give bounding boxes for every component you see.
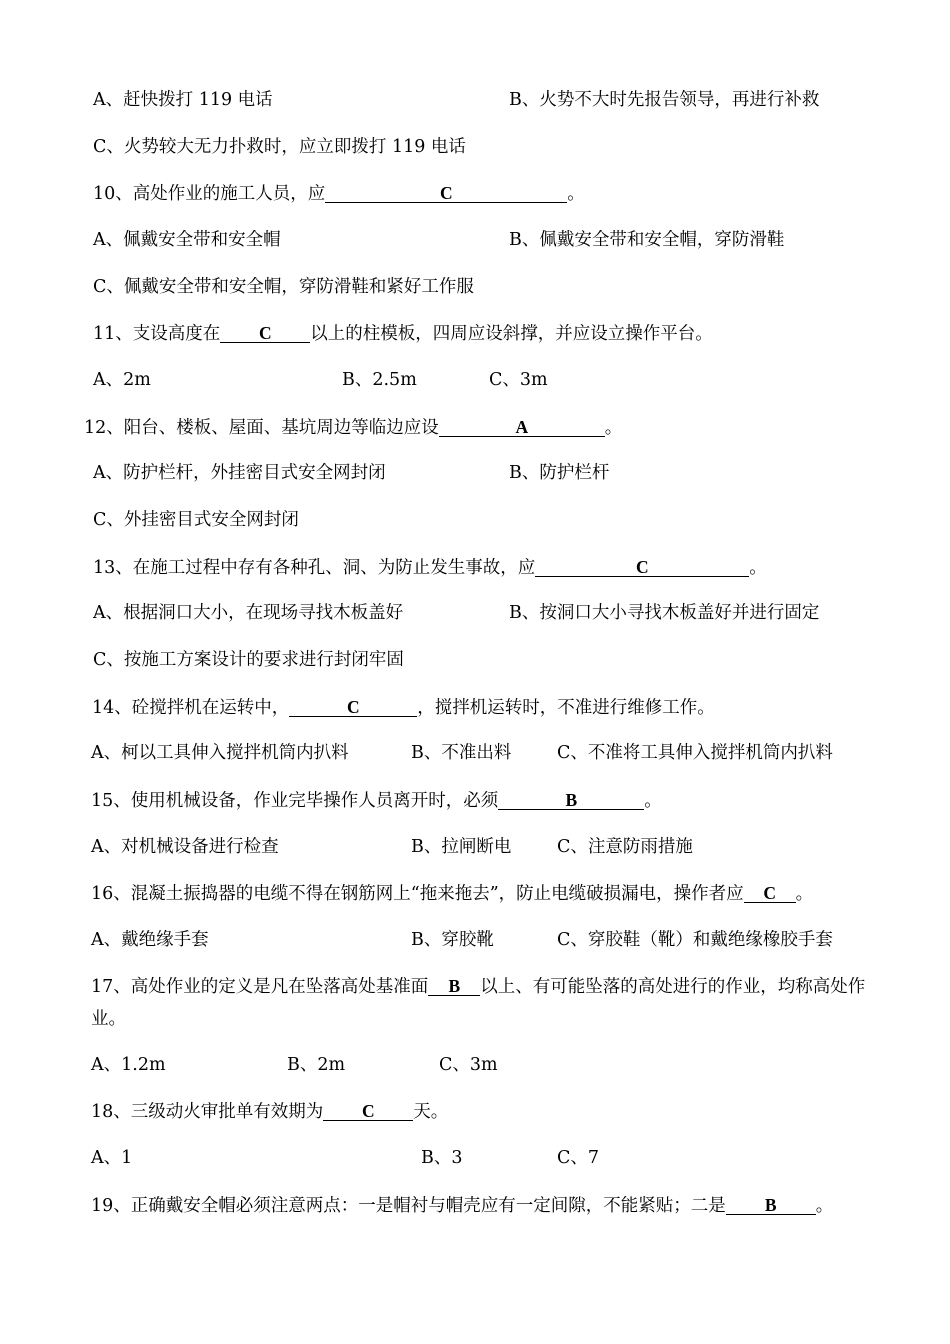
q13-answer-blank: C — [535, 556, 749, 577]
q12-stem-end: 。 — [604, 418, 623, 438]
q14-answer-blank: C — [289, 696, 417, 717]
q10-stem — [93, 182, 585, 205]
q14-stem — [92, 696, 715, 719]
q11-stem-end: 以上的柱模板，四周应设斜撑，并应设立操作平台。 — [310, 324, 713, 344]
q16-stem — [91, 882, 813, 905]
q13-option-a: A、根据洞口大小，在现场寻找木板盖好 — [93, 603, 404, 623]
q17-option-b: B、2m — [287, 1055, 346, 1075]
q18-answer-blank: C — [323, 1100, 413, 1121]
q18-stem — [91, 1100, 448, 1123]
q14-option-a: A、柯以工具伸入搅拌机筒内扒料 — [91, 743, 349, 763]
q15-answer-blank: B — [498, 789, 644, 810]
q11-answer-blank: C — [220, 322, 310, 343]
q14-option-b: B、不准出料 — [411, 743, 512, 763]
q15-stem-end: 。 — [644, 791, 662, 811]
q17-option-a: A、1.2m — [91, 1055, 166, 1075]
q12-option-a: A、防护栏杆，外挂密目式安全网封闭 — [93, 463, 386, 483]
q17-stem-end: 以上、有可能坠落的高处进行的作业，均称高处作业。 — [91, 977, 866, 1029]
q14-stem-text: 14、砼搅拌机在运转中， — [92, 698, 290, 718]
q11-stem — [93, 322, 713, 345]
q13-option-b: B、按洞口大小寻找木板盖好并进行固定 — [509, 603, 820, 623]
q13-stem-text: 13、在施工过程中存有各种孔、洞、为防止发生事故，应 — [93, 558, 536, 578]
q14-stem-end: ，搅拌机运转时，不准进行维修工作。 — [417, 698, 715, 718]
q10-option-a: A、佩戴安全带和安全帽 — [93, 230, 281, 250]
q16-option-c: C、穿胶鞋（靴）和戴绝缘橡胶手套 — [557, 930, 833, 950]
q10-stem-end: 。 — [567, 184, 585, 204]
q12-stem — [84, 416, 622, 439]
q9-option-b: B、火势不大时先报告领导，再进行补救 — [509, 90, 820, 110]
q11-option-a: A、2m — [93, 370, 151, 390]
q15-stem — [91, 789, 662, 812]
q13-stem-end: 。 — [749, 558, 767, 578]
q16-option-b: B、穿胶靴 — [411, 930, 494, 950]
q18-stem-end: 天。 — [413, 1102, 449, 1122]
q11-stem-text: 11、支设高度在 — [93, 324, 221, 344]
q12-option-b: B、防护栏杆 — [509, 463, 610, 483]
q13-option-c: C、按施工方案设计的要求进行封闭牢固 — [93, 650, 404, 670]
q9-option-a: A、赶快拨打 119 电话 — [93, 90, 273, 110]
q19-answer-blank: B — [726, 1194, 816, 1215]
q17-stem — [91, 971, 891, 1035]
q19-stem-text: 19、正确戴安全帽必须注意两点：一是帽衬与帽壳应有一定间隙，不能紧贴；二是 — [91, 1196, 726, 1216]
q10-option-b: B、佩戴安全带和安全帽，穿防滑鞋 — [509, 230, 785, 250]
q17-answer-blank: B — [428, 975, 480, 996]
q15-option-c: C、注意防雨措施 — [557, 837, 693, 857]
q16-stem-text: 16、混凝土振捣器的电缆不得在钢筋网上“拖来拖去”，防止电缆破损漏电，操作者应 — [91, 884, 744, 904]
q14-option-c: C、不准将工具伸入搅拌机筒内扒料 — [557, 743, 833, 763]
q15-option-b: B、拉闸断电 — [411, 837, 512, 857]
q11-option-b: B、2.5m — [342, 370, 417, 390]
q11-option-c: C、3m — [489, 370, 548, 390]
q12-option-c: C、外挂密目式安全网封闭 — [93, 510, 299, 530]
q10-stem-text: 10、高处作业的施工人员，应 — [93, 184, 326, 204]
q15-option-a: A、对机械设备进行检查 — [91, 837, 279, 857]
q9-option-c: C、火势较大无力扑救时，应立即拨打 119 电话 — [93, 137, 466, 157]
q19-stem-end: 。 — [815, 1196, 834, 1216]
q18-stem-text: 18、三级动火审批单有效期为 — [91, 1102, 324, 1122]
q13-stem — [93, 556, 767, 579]
q16-answer-blank: C — [744, 882, 796, 903]
q16-option-a: A、戴绝缘手套 — [91, 930, 209, 950]
q10-answer-blank: C — [325, 182, 567, 203]
q19-stem — [91, 1194, 833, 1217]
q17-option-c: C、3m — [439, 1055, 498, 1075]
q12-answer-blank: A — [439, 416, 605, 437]
q17-stem-text: 17、高处作业的定义是凡在坠落高处基准面 — [91, 977, 429, 997]
q18-option-c: C、7 — [557, 1148, 600, 1168]
q10-option-c: C、佩戴安全带和安全帽，穿防滑鞋和紧好工作服 — [93, 277, 474, 297]
q16-stem-end: 。 — [795, 884, 814, 904]
q15-stem-text: 15、使用机械设备，作业完毕操作人员离开时，必须 — [91, 791, 499, 811]
q18-option-a: A、1 — [91, 1148, 133, 1168]
q12-stem-text: 12、阳台、楼板、屋面、基坑周边等临边应设 — [84, 418, 439, 438]
q18-option-b: B、3 — [421, 1148, 463, 1168]
